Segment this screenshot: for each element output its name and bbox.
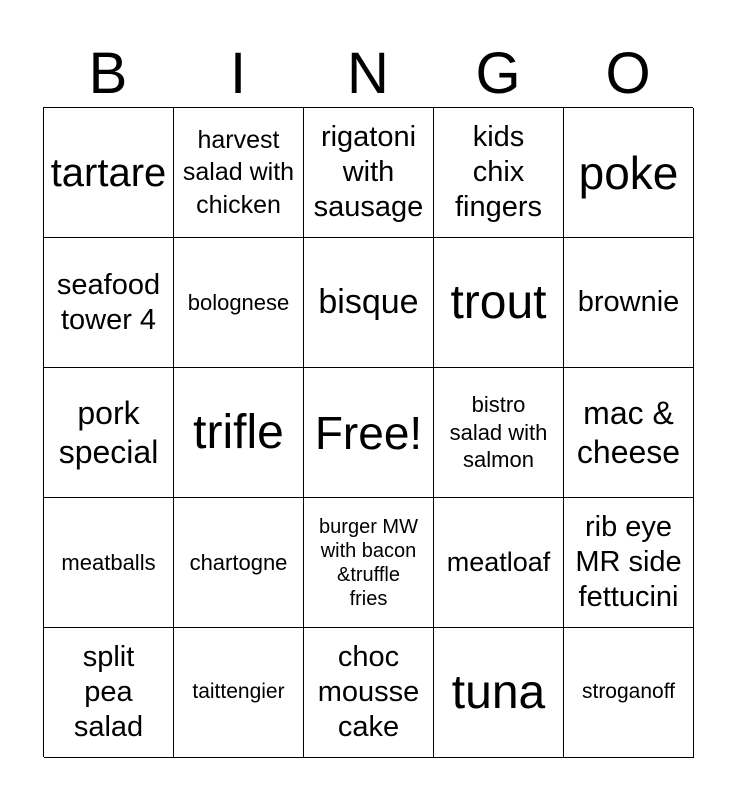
- bingo-cell[interactable]: [304, 498, 434, 628]
- bingo-cell[interactable]: [564, 498, 694, 628]
- cell-label: split pea salad: [73, 641, 144, 743]
- bingo-cell[interactable]: [304, 368, 434, 498]
- bingo-cell[interactable]: [304, 108, 434, 238]
- cell-label: Free!: [314, 406, 423, 459]
- cell-label: meatloaf: [446, 546, 551, 577]
- header-letter-b: B: [88, 41, 128, 106]
- bingo-cell[interactable]: [434, 628, 564, 758]
- bingo-cell[interactable]: [44, 238, 174, 368]
- bingo-cell[interactable]: [44, 628, 174, 758]
- cell-label: tuna: [451, 665, 546, 719]
- bingo-cell[interactable]: [174, 498, 304, 628]
- cell-label: tartare: [50, 150, 167, 195]
- cell-label: bolognese: [187, 289, 290, 315]
- bingo-cell[interactable]: [434, 238, 564, 368]
- bingo-header: [43, 40, 693, 108]
- cell-label: trifle: [193, 405, 284, 459]
- cell-label: chartogne: [189, 549, 288, 575]
- cell-label: burger MW with bacon &truffle fries: [319, 515, 418, 610]
- cell-label: seafood tower 4: [56, 268, 161, 336]
- bingo-cell[interactable]: [44, 108, 174, 238]
- cell-label: taittengier: [192, 680, 285, 704]
- bingo-cell[interactable]: [304, 238, 434, 368]
- bingo-cell[interactable]: [564, 238, 694, 368]
- header-letter-n: N: [347, 41, 389, 106]
- cell-label: meatballs: [61, 549, 156, 575]
- bingo-cell[interactable]: [434, 498, 564, 628]
- bingo-cell[interactable]: [174, 238, 304, 368]
- cell-label: poke: [578, 146, 679, 199]
- header-letter-g: G: [475, 41, 521, 106]
- bingo-cell[interactable]: [434, 108, 564, 238]
- header-letter-i: I: [229, 41, 247, 106]
- bingo-cell[interactable]: [44, 498, 174, 628]
- bingo-cell[interactable]: [44, 368, 174, 498]
- header-letter-o: O: [605, 41, 651, 106]
- bingo-cell[interactable]: [174, 628, 304, 758]
- bingo-cell[interactable]: [174, 368, 304, 498]
- cell-label: brownie: [577, 286, 680, 319]
- cell-label: rigatoni with sausage: [313, 121, 424, 223]
- bingo-cell[interactable]: [434, 368, 564, 498]
- cell-label: mac & cheese: [576, 395, 681, 470]
- bingo-cell[interactable]: [564, 108, 694, 238]
- bingo-grid: [43, 107, 693, 757]
- cell-label: pork special: [58, 395, 159, 470]
- cell-label: harvest salad with chicken: [182, 125, 295, 219]
- cell-label: rib eye MR side fettucini: [575, 511, 682, 613]
- cell-label: kids chix fingers: [454, 121, 543, 223]
- bingo-cell[interactable]: [564, 368, 694, 498]
- cell-label: choc mousse cake: [317, 641, 420, 743]
- cell-label: bisque: [318, 282, 419, 321]
- cell-label: stroganoff: [581, 680, 675, 704]
- cell-label: bistro salad with salmon: [449, 392, 548, 473]
- bingo-cell[interactable]: [304, 628, 434, 758]
- bingo-cell[interactable]: [564, 628, 694, 758]
- bingo-cell[interactable]: [174, 108, 304, 238]
- cell-label: trout: [450, 275, 547, 329]
